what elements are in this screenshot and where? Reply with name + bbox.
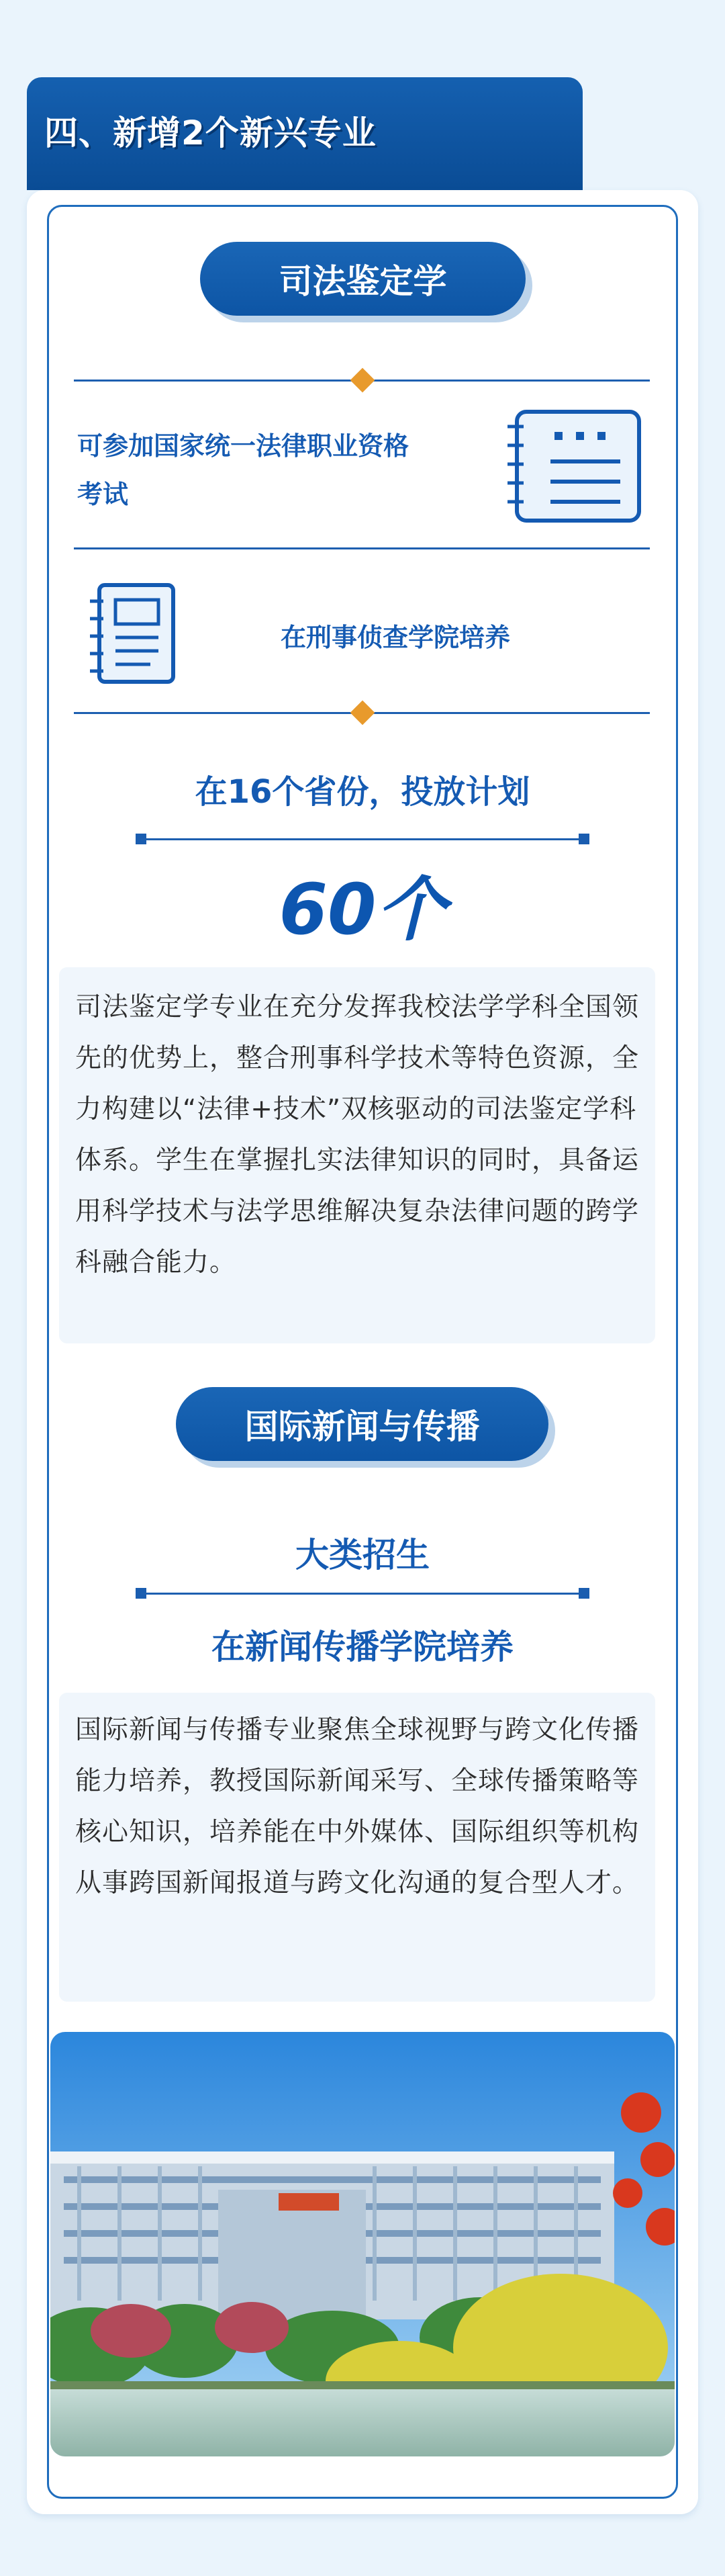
plan-underline [141, 838, 584, 840]
line-end-marker [579, 1588, 589, 1599]
major1-point1 [77, 422, 493, 519]
document-icon [87, 581, 181, 686]
major1-plan-label: 在16个省份，投放计划 [195, 773, 530, 811]
major2-enroll: 大类招生 [295, 1536, 430, 1574]
notebook-icon [502, 406, 644, 526]
campus-photo-illustration [50, 2032, 675, 2456]
major1-description: 司法鉴定学专业在充分发挥我校法学学科全国领先的优势上，整合刑事科学技术等特色资源，全力构建以“法律+技术”双核驱动的司法鉴定学科体系。学生在掌握扎实法律知识的同时，具备运用科学技术与法学思维解决复杂法律问题的跨学科融合能力。 [75, 992, 640, 1278]
major2-title-pill: 国际新闻与传播 [176, 1387, 548, 1461]
campus-building-photo [50, 2032, 675, 2456]
enroll-underline [141, 1593, 584, 1595]
major1-point2: 在刑事侦查学院培养 [281, 623, 511, 652]
major2-description: 国际新闻与传播专业聚焦全球视野与跨文化传播能力培养，教授国际新闻采写、全球传播策略等核心知识，培养能在中外媒体、国际组织等机构从事跨国新闻报道与跨文化沟通的复合型人才。 [75, 1715, 640, 1898]
major1-title-pill: 司法鉴定学 [200, 242, 526, 316]
major1-point1-line1: 可参加国家统一法律职业资格 [77, 431, 409, 461]
divider [74, 547, 650, 549]
line-end-marker [579, 834, 589, 844]
major1-point1-line2: 考试 [77, 480, 129, 509]
major2-college: 在新闻传播学院培养 [211, 1628, 514, 1667]
major1-plan-number: 60个 [279, 869, 446, 950]
section-title: 四、新增2个新兴专业 [44, 114, 377, 152]
